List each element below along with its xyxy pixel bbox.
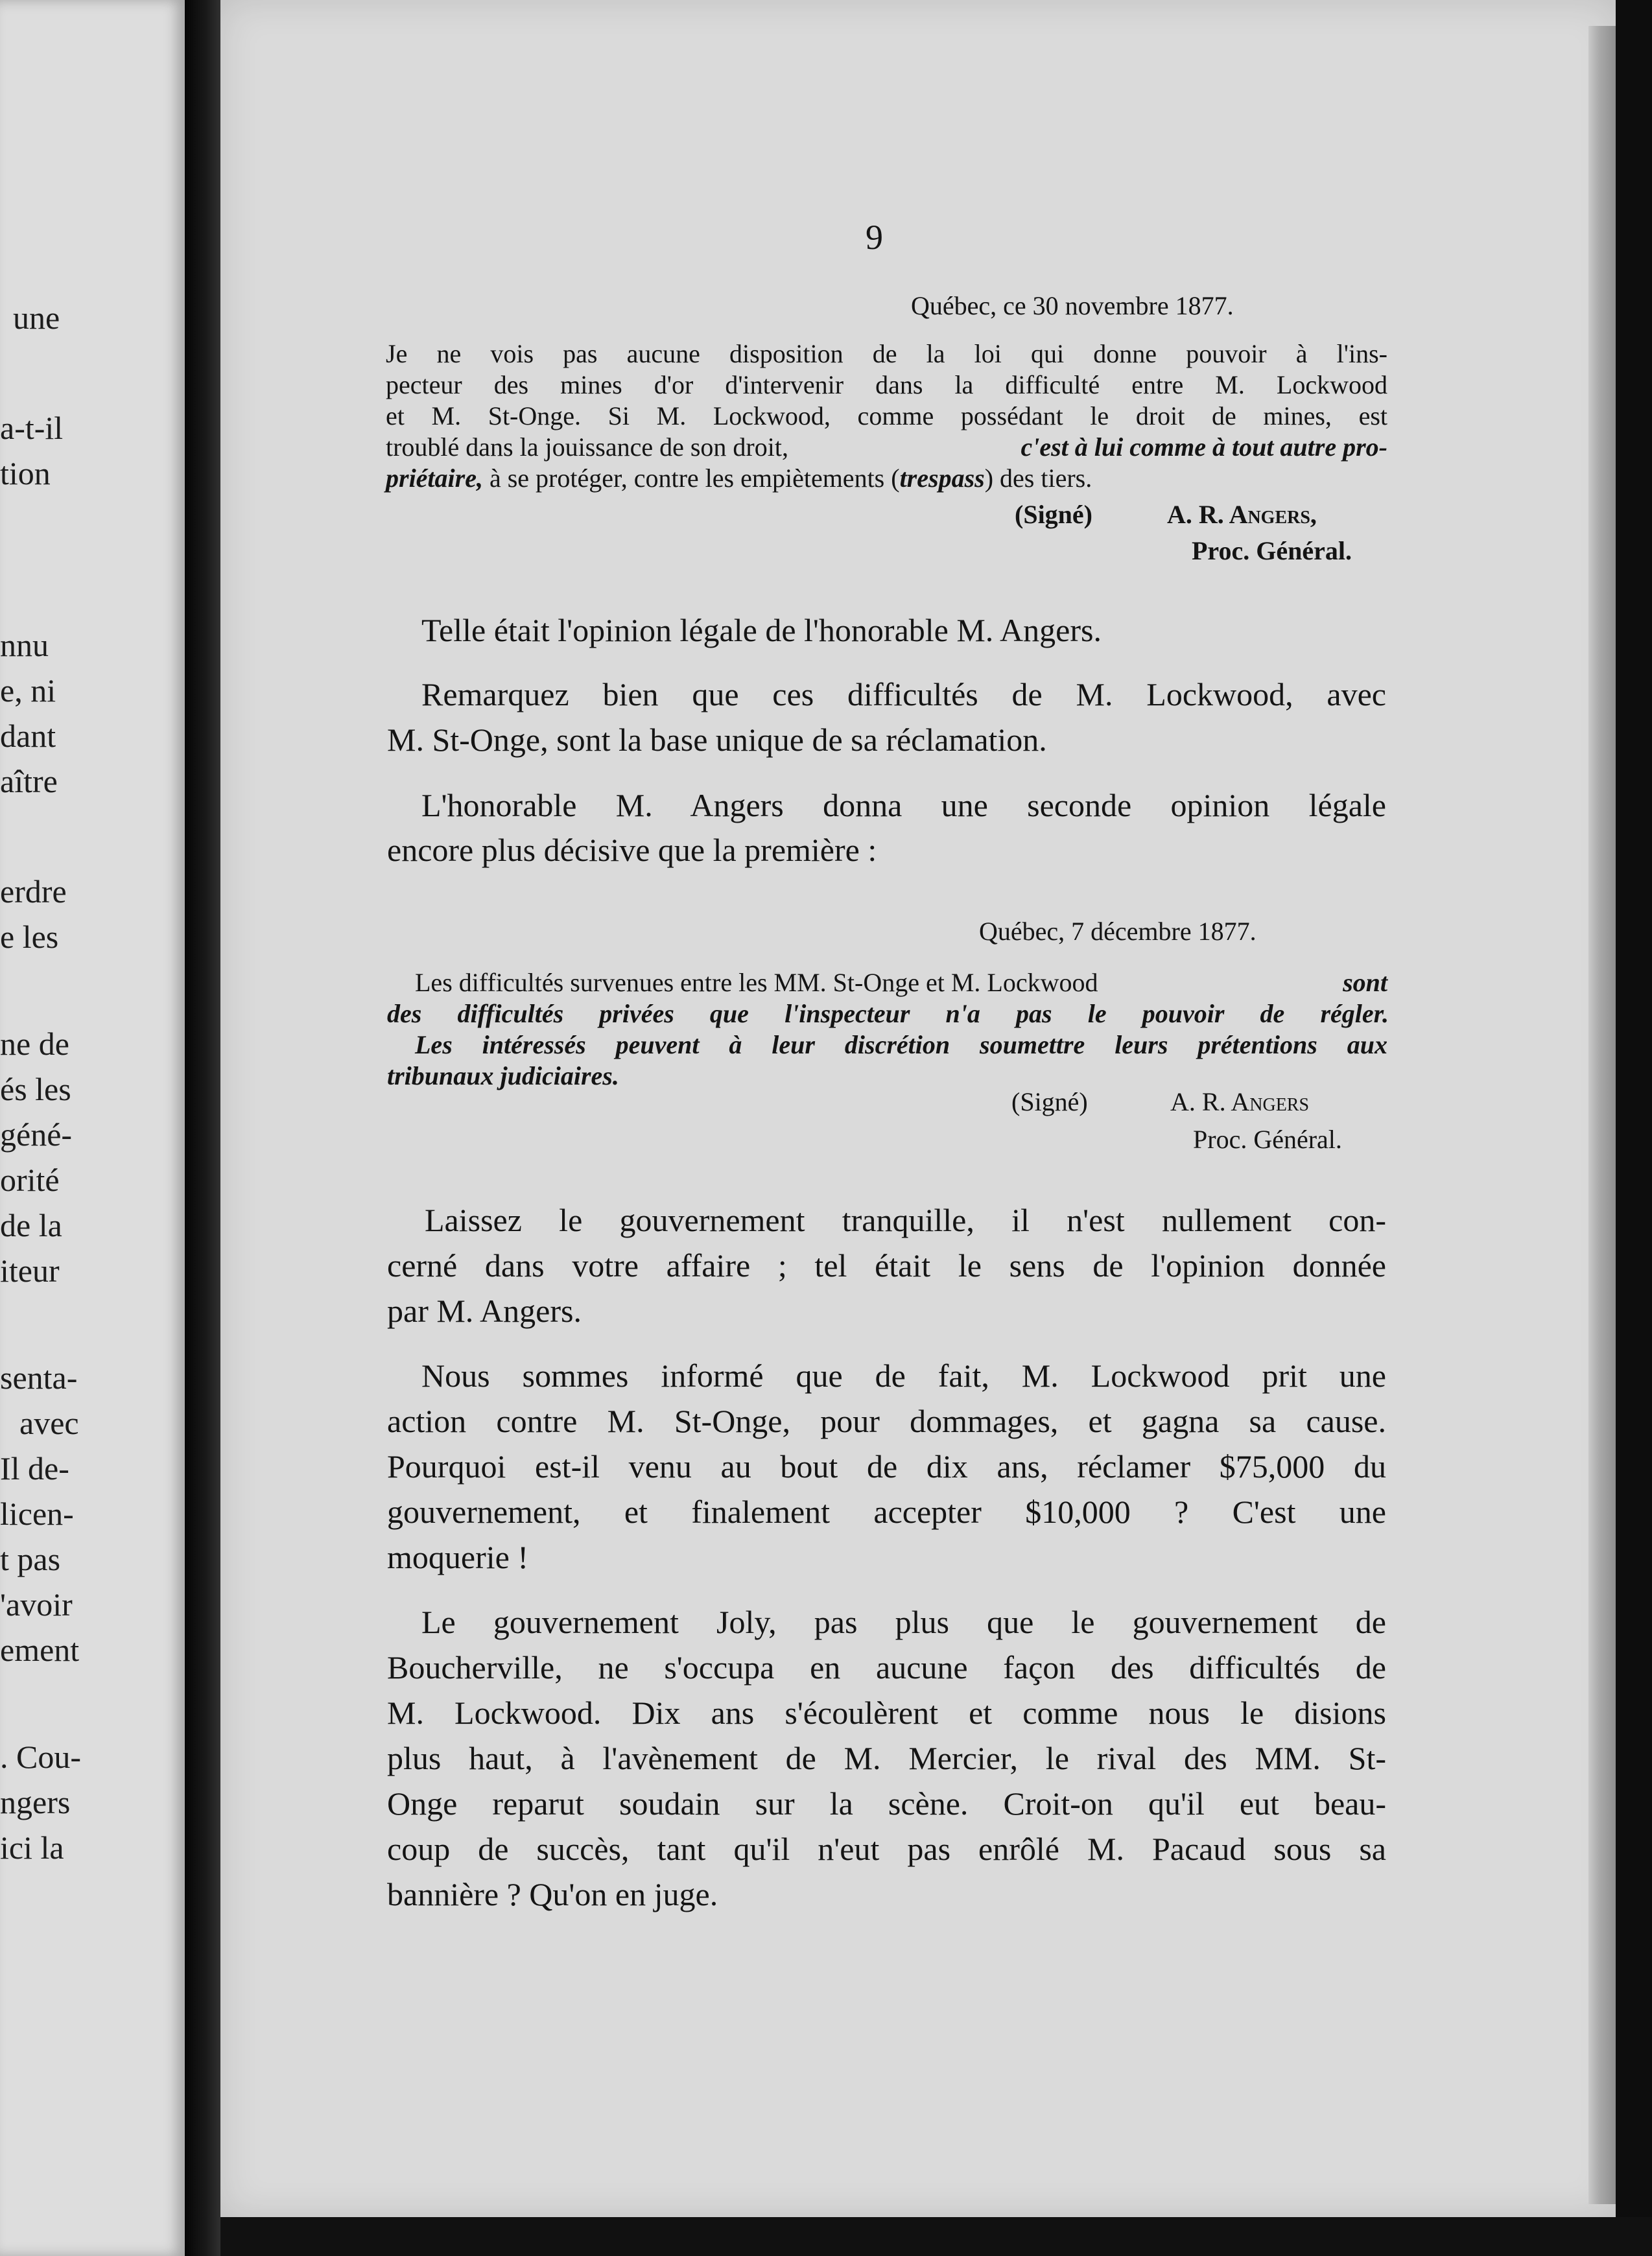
letter1-line: et M. St-Onge. Si M. Lockwood, comme possédant le droit de mines, est xyxy=(386,401,1387,430)
paragraph-6-line: Boucherville, ne s'occupa en aucune façon des difficultés de xyxy=(387,1649,1386,1686)
letter2-signed: (Signé) xyxy=(1011,1087,1088,1116)
paragraph-6-line: bannière ? Qu'on en juge. xyxy=(387,1876,718,1912)
left-fragment: ici la xyxy=(0,1829,64,1866)
left-fragment: 'avoir xyxy=(0,1586,73,1623)
letter2-line: Les intéressés peuvent à leur discrétion soumettre leurs prétentions aux xyxy=(415,1030,1387,1059)
left-fragment: avec xyxy=(19,1405,79,1441)
left-fragment: senta- xyxy=(0,1359,78,1396)
paragraph-6-line: Onge reparut soudain sur la scène. Croit-on qu'il eut beau- xyxy=(387,1785,1386,1822)
paragraph-6-line: M. Lockwood. Dix ans s'écoulèrent et comme nous le disions xyxy=(387,1695,1386,1731)
letter1-line xyxy=(386,432,1387,462)
paragraph-4-line: cerné dans votre affaire ; tel était le sens de l'opinion donnée xyxy=(387,1247,1386,1284)
letter1-line xyxy=(386,463,1092,493)
paragraph-4-line: Laissez le gouvernement tranquille, il n'est nullement con- xyxy=(425,1202,1386,1238)
letter2-line1-italic: sont xyxy=(1343,968,1387,997)
letter1-signed: (Signé) xyxy=(1015,500,1092,529)
left-fragment: tion xyxy=(0,455,51,491)
letter1-dateline: Québec, ce 30 novembre 1877. xyxy=(911,291,1234,320)
bottom-border xyxy=(220,2217,1652,2256)
left-fragment: ement xyxy=(0,1632,80,1668)
letter2-line: tribunaux judiciaires. xyxy=(387,1061,619,1090)
book-spine xyxy=(185,0,220,2256)
letter1-line5-italic: priétaire, xyxy=(386,464,483,493)
paragraph-6-line: plus haut, à l'avènement de M. Mercier, le rival des MM. St- xyxy=(387,1740,1386,1776)
left-fragment: orité xyxy=(0,1162,60,1198)
letter2-line1-start: Les difficultés survenues entre les MM. St-Onge et M. Lockwood xyxy=(415,968,1098,997)
page-edge xyxy=(1588,26,1616,2204)
paragraph-5-line: gouvernement, et finalement accepter $10,000 ? C'est une xyxy=(387,1494,1386,1530)
paragraph-2-line: Remarquez bien que ces difficultés de M. Lockwood, avec xyxy=(421,676,1386,712)
left-fragment: nnu xyxy=(0,627,49,663)
left-fragment: iteur xyxy=(0,1252,60,1289)
paragraph-6-line: Le gouvernement Joly, pas plus que le gouvernement de xyxy=(421,1604,1386,1640)
left-fragment: aître xyxy=(0,763,58,799)
left-fragment: e les xyxy=(0,919,59,955)
paragraph-3-line: encore plus décisive que la première : xyxy=(387,832,877,868)
left-fragment: t pas xyxy=(0,1541,61,1577)
paragraph-4-line: par M. Angers. xyxy=(387,1293,582,1329)
left-fragment: a-t-il xyxy=(0,410,64,446)
letter1-line5-end: ) des tiers. xyxy=(984,464,1092,493)
paragraph-5-line: action contre M. St-Onge, pour dommages, et gagna sa cause. xyxy=(387,1403,1386,1439)
letter1-line5-rest: à se protéger, contre les empiètements ( xyxy=(489,464,900,493)
left-fragment: Il de- xyxy=(0,1450,69,1486)
letter1-line4-italic: c'est à lui comme à tout autre pro- xyxy=(1021,432,1387,462)
paragraph-1: Telle était l'opinion légale de l'honorable M. Angers. xyxy=(421,612,1102,648)
left-fragment: ne de xyxy=(0,1026,69,1062)
left-fragment: licen- xyxy=(0,1496,74,1532)
letter1-signer-name: A. R. Angers, xyxy=(1167,500,1317,529)
paragraph-5-line: Nous sommes informé que de fait, M. Lockwood prit une xyxy=(421,1357,1386,1394)
letter1-line4-start: troublé dans la jouissance de son droit, xyxy=(386,432,788,462)
letter2-signer-title: Proc. Général. xyxy=(1193,1125,1342,1154)
left-fragment: de la xyxy=(0,1207,62,1243)
letter1-line: pecteur des mines d'or d'intervenir dans la difficulté entre M. Lockwood xyxy=(386,370,1387,399)
left-fragment: ngers xyxy=(0,1784,71,1820)
paragraph-2-line: M. St-Onge, sont la base unique de sa réclamation. xyxy=(387,722,1047,758)
paragraph-5-line: Pourquoi est-il venu au bout de dix ans, réclamer $75,000 du xyxy=(387,1448,1386,1485)
letter2-dateline: Québec, 7 décembre 1877. xyxy=(979,917,1257,946)
letter1-line: Je ne vois pas aucune disposition de la loi qui donne pouvoir à l'ins- xyxy=(386,339,1387,368)
paragraph-6-line: coup de succès, tant qu'il n'eut pas enrôlé M. Pacaud sous sa xyxy=(387,1831,1386,1867)
left-fragment: dant xyxy=(0,718,56,754)
left-fragment: erdre xyxy=(0,873,67,910)
letter1-signer-title: Proc. Général. xyxy=(1192,536,1352,565)
page-number: 9 xyxy=(866,218,883,257)
letter2-signer-name: A. R. Angers xyxy=(1170,1087,1310,1116)
left-fragment: une xyxy=(13,300,60,336)
left-fragment: géné- xyxy=(0,1116,73,1153)
paragraph-3-line: L'honorable M. Angers donna une seconde opinion légale xyxy=(421,787,1386,823)
left-fragment: . Cou- xyxy=(0,1739,81,1775)
letter2-line xyxy=(415,967,1387,998)
letter1-trespass: trespass xyxy=(899,464,985,493)
letter2-line: des difficultés privées que l'inspecteur n'a pas le pouvoir de régler. xyxy=(387,999,1389,1028)
left-fragment: e, ni xyxy=(0,672,56,709)
left-facing-page xyxy=(0,0,185,2256)
paragraph-5-line: moquerie ! xyxy=(387,1539,528,1575)
left-fragment: és les xyxy=(0,1071,71,1107)
